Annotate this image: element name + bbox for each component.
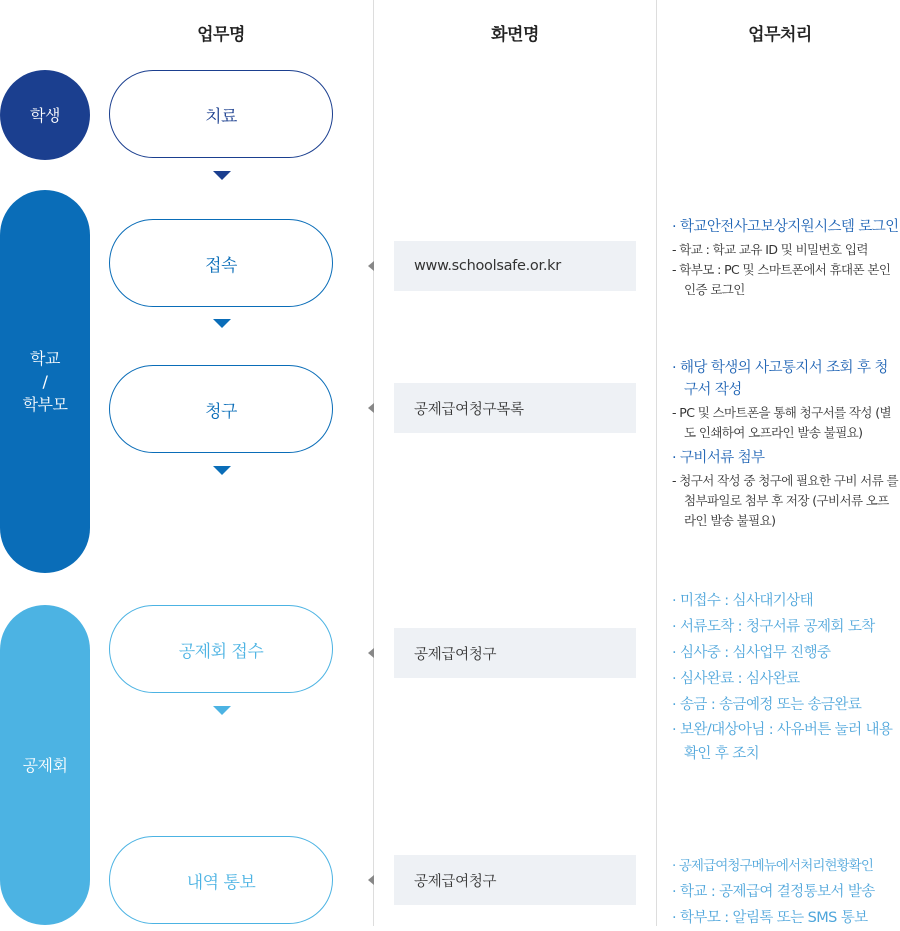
- actor-school-parent: [0, 190, 90, 573]
- process-access-item: - 학교 : 학교 교유 ID 및 비밀번호 입력: [672, 242, 868, 257]
- left-arrow-icon: [368, 875, 374, 885]
- step-mutual-receive: 공제회 접수: [109, 605, 333, 693]
- step-treatment: 치료: [109, 70, 333, 158]
- process-status-list: [672, 588, 900, 766]
- process-claim: [672, 357, 900, 531]
- step-notify: 내역 통보: [109, 836, 333, 924]
- status-item: · 보완/대상아님 : 사유버튼 눌러 내용확인 후 조치: [672, 722, 893, 762]
- process-attach-item: - 청구서 작성 중 청구에 필요한 구비 서류 를 첨부파일로 첨부 후 저장 (구비서류 오프라인 발송 불필요): [672, 473, 898, 528]
- down-arrow-icon: [213, 319, 231, 328]
- screen-access: www.schoolsafe.or.kr: [394, 241, 636, 291]
- screen-notify: 공제급여청구: [394, 855, 636, 905]
- notify-item: · 학교 : 공제급여 결정통보서 발송: [672, 884, 875, 900]
- down-arrow-icon: [213, 706, 231, 715]
- process-access-item: - 학부모 : PC 및 스마트폰에서 휴대폰 본인인증 로그인: [672, 262, 891, 297]
- step-claim: 청구: [109, 365, 333, 453]
- process-access-heading: · 학교안전사고보상지원시스템 로그인: [672, 219, 899, 235]
- notify-item: · 학부모 : 알림톡 또는 SMS 통보: [672, 910, 868, 926]
- actor-mutual-aid: 공제회: [0, 605, 90, 925]
- actor-slash-label: /: [42, 372, 48, 391]
- status-item: · 미접수 : 심사대기상태: [672, 593, 813, 609]
- status-item: · 서류도착 : 청구서류 공제회 도착: [672, 619, 875, 635]
- process-claim-heading: · 해당 학생의 사고통지서 조회 후 청구서 작성: [672, 360, 888, 398]
- status-item: · 심사중 : 심사업무 진행중: [672, 645, 831, 661]
- actor-school-label: 학교: [30, 349, 60, 368]
- left-arrow-icon: [368, 648, 374, 658]
- status-item: · 송금 : 송금예정 또는 송금완료: [672, 697, 862, 713]
- status-item: · 심사완료 : 심사완료: [672, 671, 800, 687]
- header-task: 업무명: [197, 25, 245, 45]
- notify-item: · 공제급여청구메뉴에서처리현황확인: [672, 858, 874, 874]
- screen-claim: 공제급여청구목록: [394, 383, 636, 433]
- left-arrow-icon: [368, 261, 374, 271]
- column-divider-left: [373, 0, 374, 926]
- process-claim-item: - PC 및 스마트폰을 통해 청구서를 작성 (별도 인쇄하여 오프라인 발송 불필요): [672, 405, 891, 440]
- down-arrow-icon: [213, 171, 231, 180]
- header-process: 업무처리: [748, 25, 812, 45]
- down-arrow-icon: [213, 466, 231, 475]
- process-notify-list: [672, 853, 900, 931]
- process-attach-heading: · 구비서류 첨부: [672, 450, 765, 466]
- process-access: [672, 216, 900, 300]
- actor-parent-label: 학부모: [22, 395, 68, 414]
- screen-mutual-receive: 공제급여청구: [394, 628, 636, 678]
- actor-student: 학생: [0, 70, 90, 160]
- column-divider-right: [656, 0, 657, 926]
- left-arrow-icon: [368, 403, 374, 413]
- header-screen: 화면명: [491, 25, 539, 45]
- step-access: 접속: [109, 219, 333, 307]
